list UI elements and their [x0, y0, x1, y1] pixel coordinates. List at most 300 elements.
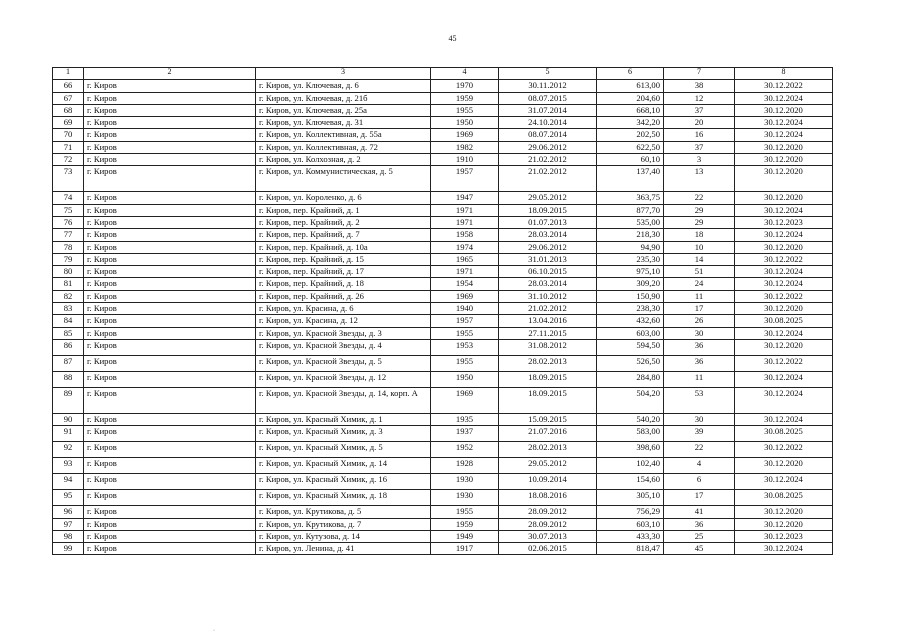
row-number-cell: 90	[53, 413, 84, 425]
column-header: 7	[664, 68, 735, 80]
deadline-cell: 30.12.2022	[735, 80, 833, 92]
city-cell: г. Киров	[84, 278, 256, 290]
area-cell: 235,30	[597, 253, 664, 265]
table-row	[53, 303, 833, 315]
column-header: 4	[431, 68, 499, 80]
row-number-cell: 71	[53, 141, 84, 153]
area-cell: 535,00	[597, 216, 664, 228]
count-cell: 39	[664, 426, 735, 442]
city-cell: г. Киров	[84, 518, 256, 530]
city-cell: г. Киров	[84, 117, 256, 129]
date-cell: 21.02.2012	[499, 154, 597, 166]
address-cell: г. Киров, ул. Крутикова, д. 7	[256, 518, 431, 530]
deadline-cell: 30.12.2022	[735, 290, 833, 302]
table-row	[53, 129, 833, 141]
count-cell: 37	[664, 141, 735, 153]
date-cell: 18.09.2015	[499, 204, 597, 216]
date-cell: 31.10.2012	[499, 290, 597, 302]
deadline-cell: 30.12.2024	[735, 229, 833, 241]
count-cell: 17	[664, 490, 735, 506]
date-cell: 13.04.2016	[499, 315, 597, 327]
row-number-cell: 77	[53, 229, 84, 241]
row-number-cell: 74	[53, 192, 84, 204]
column-header: 1	[53, 68, 84, 80]
year-built-cell: 1947	[431, 192, 499, 204]
address-cell: г. Киров, пер. Крайний, д. 17	[256, 266, 431, 278]
date-cell: 29.06.2012	[499, 241, 597, 253]
address-cell: г. Киров, пер. Крайний, д. 26	[256, 290, 431, 302]
table-row	[53, 371, 833, 387]
year-built-cell: 1971	[431, 216, 499, 228]
year-built-cell: 1930	[431, 490, 499, 506]
deadline-cell: 30.12.2024	[735, 266, 833, 278]
year-built-cell: 1910	[431, 154, 499, 166]
date-cell: 02.06.2015	[499, 543, 597, 555]
year-built-cell: 1955	[431, 355, 499, 371]
deadline-cell: 30.12.2020	[735, 166, 833, 192]
area-cell: 94,90	[597, 241, 664, 253]
date-cell: 06.10.2015	[499, 266, 597, 278]
city-cell: г. Киров	[84, 315, 256, 327]
area-cell: 583,00	[597, 426, 664, 442]
year-built-cell: 1930	[431, 474, 499, 490]
row-number-cell: 97	[53, 518, 84, 530]
count-cell: 25	[664, 530, 735, 542]
year-built-cell: 1952	[431, 442, 499, 458]
address-cell: г. Киров, ул. Ключевая, д. 21б	[256, 92, 431, 104]
year-built-cell: 1917	[431, 543, 499, 555]
count-cell: 12	[664, 92, 735, 104]
area-cell: 137,40	[597, 166, 664, 192]
area-cell: 305,10	[597, 490, 664, 506]
address-cell: г. Киров, ул. Красный Химик, д. 5	[256, 442, 431, 458]
address-cell: г. Киров, ул. Короленко, д. 6	[256, 192, 431, 204]
column-header: 5	[499, 68, 597, 80]
address-cell: г. Киров, пер. Крайний, д. 15	[256, 253, 431, 265]
area-cell: 363,75	[597, 192, 664, 204]
year-built-cell: 1937	[431, 426, 499, 442]
date-cell: 01.07.2013	[499, 216, 597, 228]
row-number-cell: 86	[53, 339, 84, 355]
deadline-cell: 30.12.2024	[735, 204, 833, 216]
deadline-cell: 30.12.2024	[735, 92, 833, 104]
count-cell: 36	[664, 339, 735, 355]
count-cell: 13	[664, 166, 735, 192]
address-cell: г. Киров, ул. Красной Звезды, д. 5	[256, 355, 431, 371]
year-built-cell: 1969	[431, 387, 499, 413]
date-cell: 08.07.2014	[499, 129, 597, 141]
row-number-cell: 81	[53, 278, 84, 290]
row-number-cell: 75	[53, 204, 84, 216]
date-cell: 29.05.2012	[499, 192, 597, 204]
city-cell: г. Киров	[84, 458, 256, 474]
address-cell: г. Киров, ул. Красной Звезды, д. 14, корп. А	[256, 387, 431, 413]
address-cell: г. Киров, ул. Колхозная, д. 2	[256, 154, 431, 166]
year-built-cell: 1955	[431, 506, 499, 518]
city-cell: г. Киров	[84, 204, 256, 216]
deadline-cell: 30.12.2020	[735, 141, 833, 153]
year-built-cell: 1957	[431, 315, 499, 327]
address-cell: г. Киров, ул. Красной Звезды, д. 12	[256, 371, 431, 387]
count-cell: 30	[664, 413, 735, 425]
date-cell: 31.08.2012	[499, 339, 597, 355]
table-row	[53, 413, 833, 425]
deadline-cell: 30.12.2020	[735, 303, 833, 315]
deadline-cell: 30.12.2022	[735, 253, 833, 265]
city-cell: г. Киров	[84, 490, 256, 506]
row-number-cell: 83	[53, 303, 84, 315]
table-row	[53, 490, 833, 506]
date-cell: 18.09.2015	[499, 371, 597, 387]
area-cell: 202,50	[597, 129, 664, 141]
count-cell: 18	[664, 229, 735, 241]
table-body	[53, 80, 833, 555]
count-cell: 22	[664, 442, 735, 458]
table-row	[53, 315, 833, 327]
year-built-cell: 1969	[431, 129, 499, 141]
deadline-cell: 30.12.2020	[735, 339, 833, 355]
year-built-cell: 1970	[431, 80, 499, 92]
date-cell: 30.11.2012	[499, 80, 597, 92]
area-cell: 150,90	[597, 290, 664, 302]
deadline-cell: 30.12.2024	[735, 327, 833, 339]
year-built-cell: 1971	[431, 204, 499, 216]
table-row	[53, 355, 833, 371]
table-row	[53, 229, 833, 241]
address-cell: г. Киров, пер. Крайний, д. 10а	[256, 241, 431, 253]
address-cell: г. Киров, ул. Красный Химик, д. 3	[256, 426, 431, 442]
row-number-cell: 92	[53, 442, 84, 458]
row-number-cell: 78	[53, 241, 84, 253]
row-number-cell: 79	[53, 253, 84, 265]
date-cell: 29.05.2012	[499, 458, 597, 474]
deadline-cell: 30.12.2024	[735, 278, 833, 290]
table-row	[53, 253, 833, 265]
column-header: 8	[735, 68, 833, 80]
date-cell: 15.09.2015	[499, 413, 597, 425]
date-cell: 28.09.2012	[499, 518, 597, 530]
table-row	[53, 241, 833, 253]
date-cell: 21.02.2012	[499, 166, 597, 192]
column-header: 6	[597, 68, 664, 80]
deadline-cell: 30.12.2024	[735, 117, 833, 129]
date-cell: 29.06.2012	[499, 141, 597, 153]
count-cell: 24	[664, 278, 735, 290]
row-number-cell: 66	[53, 80, 84, 92]
table-row	[53, 290, 833, 302]
row-number-cell: 69	[53, 117, 84, 129]
count-cell: 38	[664, 80, 735, 92]
address-cell: г. Киров, ул. Красной Звезды, д. 4	[256, 339, 431, 355]
address-cell: г. Киров, ул. Кутузова, д. 14	[256, 530, 431, 542]
area-cell: 218,30	[597, 229, 664, 241]
deadline-cell: 30.12.2022	[735, 355, 833, 371]
count-cell: 6	[664, 474, 735, 490]
column-number-row	[53, 68, 833, 80]
count-cell: 16	[664, 129, 735, 141]
city-cell: г. Киров	[84, 530, 256, 542]
table-row	[53, 166, 833, 192]
deadline-cell: 30.12.2020	[735, 458, 833, 474]
table-row	[53, 518, 833, 530]
row-number-cell: 88	[53, 371, 84, 387]
deadline-cell: 30.12.2020	[735, 154, 833, 166]
year-built-cell: 1957	[431, 166, 499, 192]
table-row	[53, 192, 833, 204]
deadline-cell: 30.12.2024	[735, 413, 833, 425]
city-cell: г. Киров	[84, 229, 256, 241]
address-cell: г. Киров, ул. Ключевая, д. 25а	[256, 104, 431, 116]
deadline-cell: 30.12.2022	[735, 442, 833, 458]
year-built-cell: 1955	[431, 327, 499, 339]
year-built-cell: 1953	[431, 339, 499, 355]
city-cell: г. Киров	[84, 387, 256, 413]
area-cell: 433,30	[597, 530, 664, 542]
date-cell: 28.02.2013	[499, 442, 597, 458]
year-built-cell: 1959	[431, 92, 499, 104]
area-cell: 668,10	[597, 104, 664, 116]
year-built-cell: 1982	[431, 141, 499, 153]
area-cell: 204,60	[597, 92, 664, 104]
row-number-cell: 73	[53, 166, 84, 192]
year-built-cell: 1935	[431, 413, 499, 425]
date-cell: 08.07.2015	[499, 92, 597, 104]
deadline-cell: 30.12.2020	[735, 192, 833, 204]
deadline-cell: 30.12.2024	[735, 474, 833, 490]
deadline-cell: 30.12.2020	[735, 506, 833, 518]
table-row	[53, 387, 833, 413]
count-cell: 36	[664, 355, 735, 371]
count-cell: 3	[664, 154, 735, 166]
date-cell: 31.01.2013	[499, 253, 597, 265]
address-cell: г. Киров, ул. Ленина, д. 41	[256, 543, 431, 555]
date-cell: 10.09.2014	[499, 474, 597, 490]
count-cell: 10	[664, 241, 735, 253]
city-cell: г. Киров	[84, 474, 256, 490]
area-cell: 603,10	[597, 518, 664, 530]
year-built-cell: 1940	[431, 303, 499, 315]
table-row	[53, 474, 833, 490]
area-cell: 818,47	[597, 543, 664, 555]
city-cell: г. Киров	[84, 192, 256, 204]
area-cell: 594,50	[597, 339, 664, 355]
date-cell: 27.11.2015	[499, 327, 597, 339]
city-cell: г. Киров	[84, 442, 256, 458]
area-cell: 540,20	[597, 413, 664, 425]
row-number-cell: 82	[53, 290, 84, 302]
date-cell: 28.02.2013	[499, 355, 597, 371]
deadline-cell: 30.08.2025	[735, 315, 833, 327]
table-row	[53, 216, 833, 228]
row-number-cell: 70	[53, 129, 84, 141]
row-number-cell: 85	[53, 327, 84, 339]
count-cell: 41	[664, 506, 735, 518]
area-cell: 60,10	[597, 154, 664, 166]
year-built-cell: 1950	[431, 371, 499, 387]
deadline-cell: 30.12.2024	[735, 371, 833, 387]
count-cell: 51	[664, 266, 735, 278]
table-row	[53, 458, 833, 474]
city-cell: г. Киров	[84, 141, 256, 153]
year-built-cell: 1959	[431, 518, 499, 530]
city-cell: г. Киров	[84, 303, 256, 315]
city-cell: г. Киров	[84, 253, 256, 265]
row-number-cell: 98	[53, 530, 84, 542]
count-cell: 29	[664, 204, 735, 216]
city-cell: г. Киров	[84, 92, 256, 104]
city-cell: г. Киров	[84, 355, 256, 371]
row-number-cell: 76	[53, 216, 84, 228]
address-cell: г. Киров, пер. Крайний, д. 18	[256, 278, 431, 290]
date-cell: 28.03.2014	[499, 229, 597, 241]
count-cell: 4	[664, 458, 735, 474]
row-number-cell: 95	[53, 490, 84, 506]
row-number-cell: 99	[53, 543, 84, 555]
area-cell: 756,29	[597, 506, 664, 518]
count-cell: 53	[664, 387, 735, 413]
date-cell: 18.08.2016	[499, 490, 597, 506]
deadline-cell: 30.12.2024	[735, 543, 833, 555]
row-number-cell: 89	[53, 387, 84, 413]
area-cell: 309,20	[597, 278, 664, 290]
deadline-cell: 30.12.2023	[735, 216, 833, 228]
row-number-cell: 96	[53, 506, 84, 518]
deadline-cell: 30.12.2020	[735, 518, 833, 530]
area-cell: 526,50	[597, 355, 664, 371]
row-number-cell: 93	[53, 458, 84, 474]
address-cell: г. Киров, ул. Крутикова, д. 5	[256, 506, 431, 518]
city-cell: г. Киров	[84, 216, 256, 228]
row-number-cell: 84	[53, 315, 84, 327]
year-built-cell: 1949	[431, 530, 499, 542]
table-row	[53, 339, 833, 355]
area-cell: 613,00	[597, 80, 664, 92]
city-cell: г. Киров	[84, 154, 256, 166]
address-cell: г. Киров, ул. Красина, д. 6	[256, 303, 431, 315]
city-cell: г. Киров	[84, 543, 256, 555]
area-cell: 102,40	[597, 458, 664, 474]
address-cell: г. Киров, ул. Коммунистическая, д. 5	[256, 166, 431, 192]
address-cell: г. Киров, пер. Крайний, д. 2	[256, 216, 431, 228]
count-cell: 26	[664, 315, 735, 327]
count-cell: 37	[664, 104, 735, 116]
table-row	[53, 543, 833, 555]
deadline-cell: 30.12.2024	[735, 387, 833, 413]
address-cell: г. Киров, ул. Коллективная, д. 72	[256, 141, 431, 153]
table-row	[53, 117, 833, 129]
page-number: 45	[448, 34, 457, 43]
table-row	[53, 327, 833, 339]
date-cell: 31.07.2014	[499, 104, 597, 116]
city-cell: г. Киров	[84, 166, 256, 192]
count-cell: 22	[664, 192, 735, 204]
address-cell: г. Киров, ул. Красный Химик, д. 16	[256, 474, 431, 490]
table-row	[53, 442, 833, 458]
address-cell: г. Киров, ул. Красный Химик, д. 1	[256, 413, 431, 425]
date-cell: 18.09.2015	[499, 387, 597, 413]
count-cell: 45	[664, 543, 735, 555]
city-cell: г. Киров	[84, 241, 256, 253]
scan-artifact-dot: ·	[213, 628, 215, 634]
count-cell: 36	[664, 518, 735, 530]
table-row	[53, 426, 833, 442]
deadline-cell: 30.08.2025	[735, 490, 833, 506]
count-cell: 20	[664, 117, 735, 129]
area-cell: 622,50	[597, 141, 664, 153]
count-cell: 11	[664, 371, 735, 387]
date-cell: 21.07.2016	[499, 426, 597, 442]
deadline-cell: 30.12.2020	[735, 241, 833, 253]
year-built-cell: 1974	[431, 241, 499, 253]
area-cell: 877,70	[597, 204, 664, 216]
row-number-cell: 87	[53, 355, 84, 371]
row-number-cell: 67	[53, 92, 84, 104]
address-cell: г. Киров, ул. Красной Звезды, д. 3	[256, 327, 431, 339]
deadline-cell: 30.12.2020	[735, 104, 833, 116]
city-cell: г. Киров	[84, 426, 256, 442]
table-row	[53, 104, 833, 116]
table-row	[53, 530, 833, 542]
row-number-cell: 72	[53, 154, 84, 166]
area-cell: 603,00	[597, 327, 664, 339]
date-cell: 21.02.2012	[499, 303, 597, 315]
year-built-cell: 1954	[431, 278, 499, 290]
date-cell: 28.09.2012	[499, 506, 597, 518]
city-cell: г. Киров	[84, 506, 256, 518]
deadline-cell: 30.12.2023	[735, 530, 833, 542]
year-built-cell: 1928	[431, 458, 499, 474]
table-row	[53, 92, 833, 104]
city-cell: г. Киров	[84, 371, 256, 387]
area-cell: 398,60	[597, 442, 664, 458]
table-row	[53, 141, 833, 153]
area-cell: 284,80	[597, 371, 664, 387]
table-row	[53, 80, 833, 92]
area-cell: 432,60	[597, 315, 664, 327]
count-cell: 11	[664, 290, 735, 302]
area-cell: 342,20	[597, 117, 664, 129]
count-cell: 30	[664, 327, 735, 339]
area-cell: 154,60	[597, 474, 664, 490]
city-cell: г. Киров	[84, 129, 256, 141]
column-header: 2	[84, 68, 256, 80]
deadline-cell: 30.08.2025	[735, 426, 833, 442]
area-cell: 975,10	[597, 266, 664, 278]
table-row	[53, 266, 833, 278]
table-row	[53, 278, 833, 290]
deadline-cell: 30.12.2024	[735, 129, 833, 141]
year-built-cell: 1969	[431, 290, 499, 302]
address-cell: г. Киров, ул. Ключевая, д. 31	[256, 117, 431, 129]
city-cell: г. Киров	[84, 80, 256, 92]
year-built-cell: 1958	[431, 229, 499, 241]
address-cell: г. Киров, ул. Красный Химик, д. 14	[256, 458, 431, 474]
row-number-cell: 80	[53, 266, 84, 278]
row-number-cell: 68	[53, 104, 84, 116]
city-cell: г. Киров	[84, 266, 256, 278]
date-cell: 28.03.2014	[499, 278, 597, 290]
area-cell: 504,20	[597, 387, 664, 413]
address-cell: г. Киров, ул. Ключевая, д. 6	[256, 80, 431, 92]
date-cell: 30.07.2013	[499, 530, 597, 542]
city-cell: г. Киров	[84, 290, 256, 302]
table-row	[53, 506, 833, 518]
city-cell: г. Киров	[84, 104, 256, 116]
year-built-cell: 1950	[431, 117, 499, 129]
address-cell: г. Киров, ул. Красный Химик, д. 18	[256, 490, 431, 506]
address-cell: г. Киров, пер. Крайний, д. 1	[256, 204, 431, 216]
address-cell: г. Киров, ул. Коллективная, д. 55а	[256, 129, 431, 141]
